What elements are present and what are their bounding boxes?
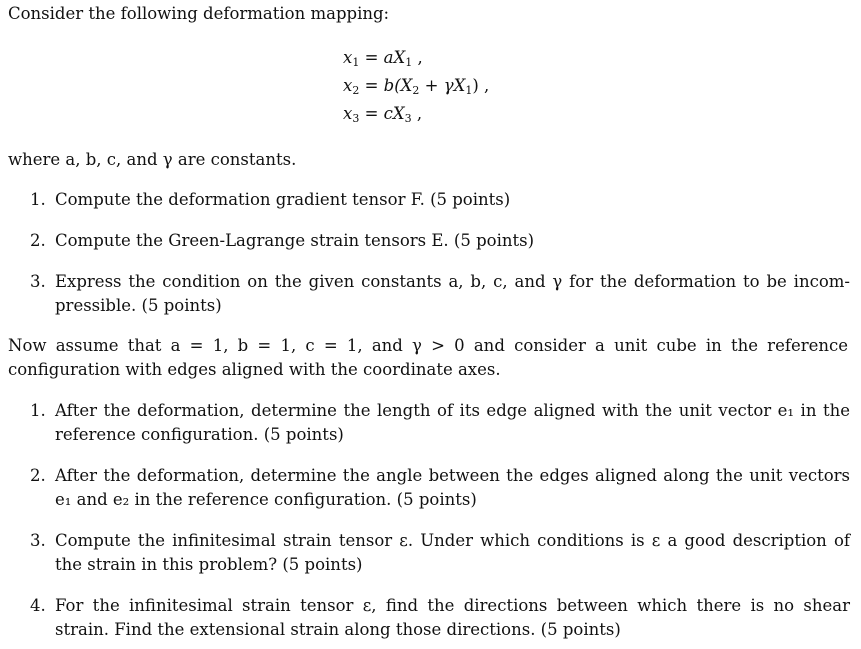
list-item: 2. Compute the Green-Lagrange strain tensors E. (5 points) bbox=[30, 231, 535, 250]
assumption-paragraph: Now assume that a = 1, b = 1, c = 1, and γ > 0 and consider a unit cube in the reference configuration with edges aligned with the coordinate axes. bbox=[8, 336, 848, 379]
list-item: 1. After the deformation, determine the length of its edge aligned with the unit vector e₁ in the reference configuration. (5 points) bbox=[30, 401, 850, 444]
intro-text: Consider the following deformation mapping: bbox=[8, 4, 390, 23]
list-item: 4. For the infinitesimal strain tensor ε, find the directions between which there is no shear strain. Find the extensional strain along those directions. (5 points) bbox=[30, 596, 850, 639]
equation-2: $x_2 = b(X_2 + \gamma X_1)$ , bbox=[343, 76, 490, 97]
list-item: 3. Express the condition on the given constants a, b, c, and γ for the deformation to be incom- pressible. (5 points) bbox=[30, 272, 850, 315]
constants-note: where a, b, c, and γ are constants. bbox=[8, 150, 297, 169]
list-item: 1. Compute the deformation gradient tensor F. (5 points) bbox=[30, 190, 511, 209]
equation-1: $x_1 = aX_1$ , bbox=[343, 48, 423, 69]
list-item: 3. Compute the infinitesimal strain tensor ε. Under which conditions is ε a good description of the strain in this problem? (5 points) bbox=[30, 531, 850, 574]
list-item: 2. After the deformation, determine the angle between the edges aligned along the unit vectors e₁ and e₂ in the reference configuration. (5 points) bbox=[30, 466, 850, 509]
equation-3: $x_3 = cX_3$ , bbox=[343, 104, 423, 125]
equation-block bbox=[343, 44, 603, 128]
